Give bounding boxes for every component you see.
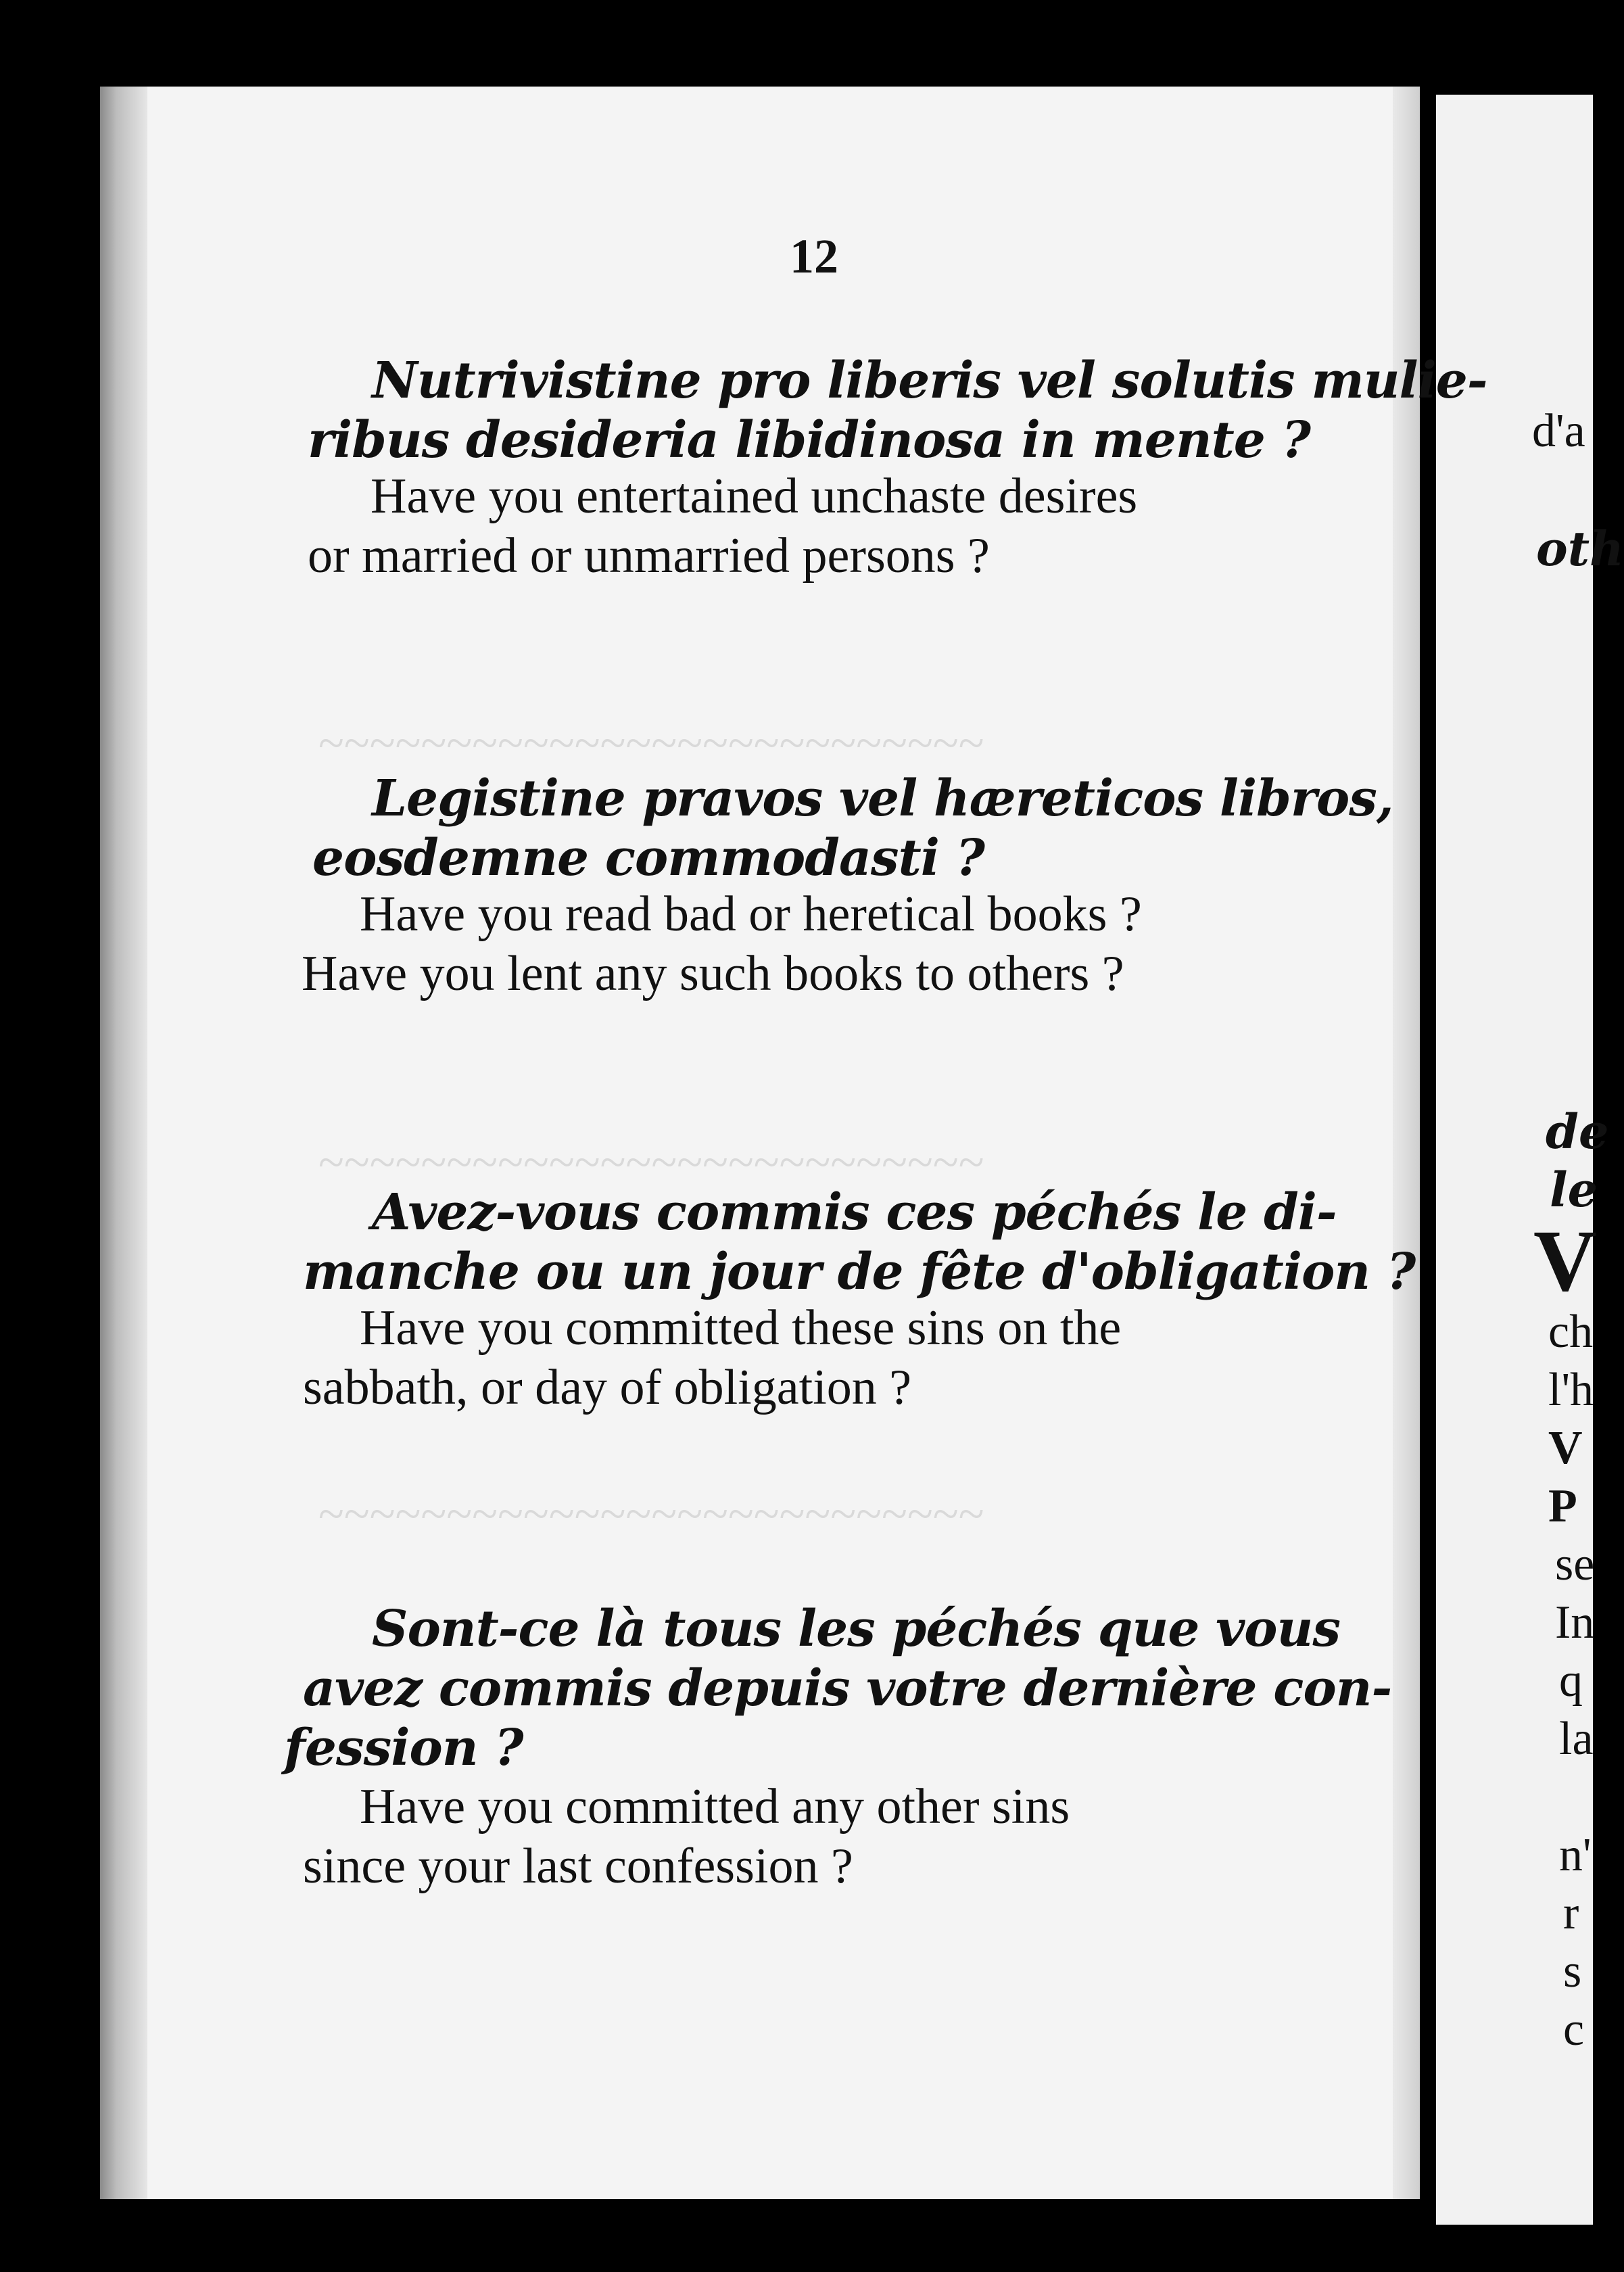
facing-page-fragment: le (1550, 1162, 1598, 1218)
facing-page-fragment: c (1563, 2004, 1585, 2056)
facing-page-fragment: V (1533, 1212, 1597, 1310)
latin-question-line: ribus desideria libidinosa in mente ? (308, 411, 1310, 469)
french-question-line: manche ou un jour de fête d'obligation ? (303, 1243, 1416, 1301)
facing-page-fragment: la (1559, 1713, 1594, 1765)
english-question-line: Have you read bad or heretical books ? (360, 886, 1142, 942)
french-question-line: avez commis depuis votre dernière con- (303, 1659, 1392, 1718)
facing-page-fragment: de (1546, 1104, 1609, 1160)
facing-page-fragment: ch (1548, 1306, 1594, 1358)
facing-page-fragment: se (1555, 1538, 1595, 1590)
french-question-line: Sont-ce là tous les péchés que vous (372, 1600, 1340, 1658)
english-question-line: Have you committed any other sins (360, 1779, 1070, 1835)
facing-page-fragment: d'a (1532, 405, 1585, 457)
facing-page-fragment: n' (1559, 1829, 1592, 1881)
facing-page-fragment: oth (1536, 521, 1624, 577)
bleed-through-text: ~~~~~~~~~~~~~~~~~~~~~~~~~~ (318, 1488, 984, 1540)
facing-page-fragment: l'h (1548, 1364, 1594, 1416)
left-page-edge (100, 87, 147, 2199)
latin-question-line: eosdemne commodasti ? (312, 829, 985, 887)
facing-page-fragment: s (1563, 1945, 1582, 1997)
facing-page-fragment: q (1559, 1655, 1583, 1707)
bleed-through-text: ~~~~~~~~~~~~~~~~~~~~~~~~~~ (318, 1137, 984, 1189)
bleed-through-text: ~~~~~~~~~~~~~~~~~~~~~~~~~~ (318, 717, 984, 770)
english-question-line: since your last confession ? (303, 1839, 853, 1894)
english-question-line: sabbath, or day of obligation ? (303, 1360, 912, 1415)
facing-page-fragment: P (1548, 1480, 1577, 1532)
english-question-line: or married or unmarried persons ? (308, 528, 990, 584)
english-question-line: Have you entertained unchaste desires (371, 469, 1138, 524)
latin-question-line: Nutrivistine pro liberis vel solutis mulie- (372, 352, 1487, 410)
facing-page-fragment: V (1548, 1422, 1583, 1474)
english-question-line: Have you committed these sins on the (360, 1300, 1122, 1356)
page-number: 12 (790, 229, 838, 283)
latin-question-line: Legistine pravos vel hæreticos libros, (372, 770, 1393, 828)
french-question-line: Avez-vous commis ces péchés le di- (372, 1183, 1337, 1241)
english-question-line: Have you lent any such books to others ? (302, 946, 1124, 1001)
facing-page-fragment: r (1563, 1887, 1579, 1939)
french-question-line: fession ? (284, 1719, 523, 1777)
facing-page-fragment: In (1555, 1596, 1595, 1649)
